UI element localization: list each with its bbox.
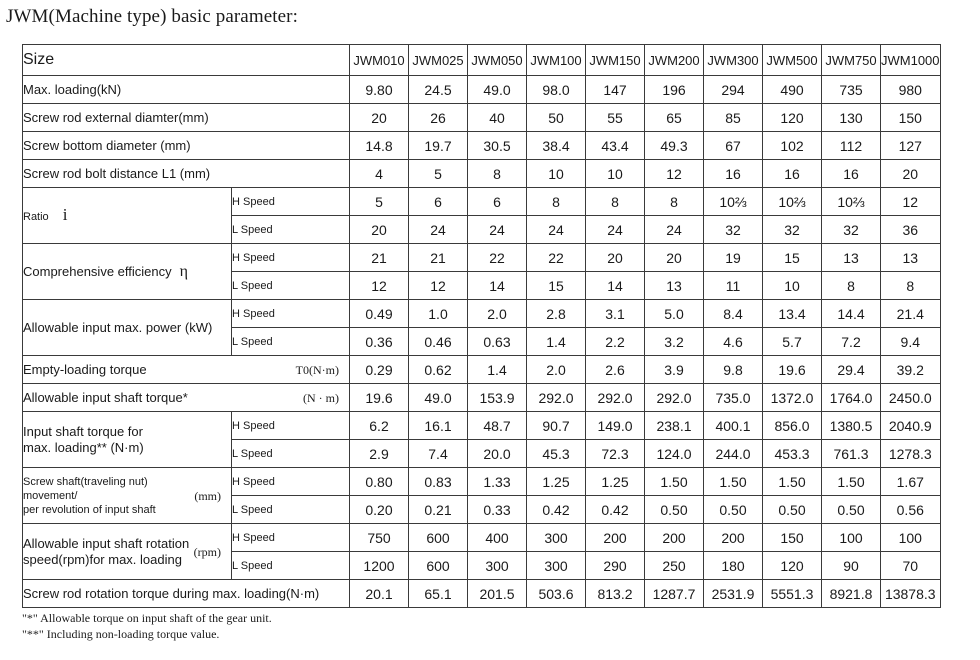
- row-label: Max. loading(kN): [23, 76, 350, 104]
- value-cell: 70: [881, 552, 941, 580]
- row-label-line2: per revolution of input shaft: [23, 503, 156, 516]
- value-cell: 90.7: [527, 412, 586, 440]
- value-cell: 1.4: [468, 356, 527, 384]
- value-cell: 1372.0: [763, 384, 822, 412]
- value-cell: 750: [350, 524, 409, 552]
- value-cell: 49.0: [409, 384, 468, 412]
- value-cell: 102: [763, 132, 822, 160]
- value-cell: 50: [527, 104, 586, 132]
- row-ratio-h: [23, 188, 941, 216]
- value-cell: 26: [409, 104, 468, 132]
- value-cell: 32: [704, 216, 763, 244]
- value-cell: 7.4: [409, 440, 468, 468]
- value-cell: 21: [350, 244, 409, 272]
- value-cell: 0.20: [350, 496, 409, 524]
- value-cell: 19: [704, 244, 763, 272]
- value-cell: 24: [586, 216, 645, 244]
- value-cell: 14.8: [350, 132, 409, 160]
- row-label-line1: Allowable input shaft rotation: [23, 535, 190, 551]
- value-cell: 600: [409, 552, 468, 580]
- row-label-line1: Screw shaft(traveling nut) movement/: [23, 475, 148, 502]
- value-cell: 19.6: [350, 384, 409, 412]
- value-cell: 5.7: [763, 328, 822, 356]
- row-empty-loading-torque: [23, 356, 941, 384]
- value-cell: 244.0: [704, 440, 763, 468]
- value-cell: 15: [763, 244, 822, 272]
- speed-h-label: H Speed: [232, 412, 350, 440]
- value-cell: 1.0: [409, 300, 468, 328]
- row-label-line1: Input shaft torque for: [23, 423, 143, 439]
- value-cell: 49.3: [645, 132, 704, 160]
- value-cell: 13.4: [763, 300, 822, 328]
- value-cell: 8: [586, 188, 645, 216]
- value-cell: 153.9: [468, 384, 527, 412]
- value-cell: 150: [881, 104, 941, 132]
- value-cell: 5.0: [645, 300, 704, 328]
- value-cell: 0.83: [409, 468, 468, 496]
- value-cell: 38.4: [527, 132, 586, 160]
- value-cell: 290: [586, 552, 645, 580]
- speed-h-label: H Speed: [232, 244, 350, 272]
- value-cell: 1.50: [704, 468, 763, 496]
- size-header: Size: [23, 45, 350, 76]
- model-header: JWM050: [468, 45, 527, 76]
- speed-l-label: L Speed: [232, 552, 350, 580]
- value-cell: 600: [409, 524, 468, 552]
- value-cell: 10⅔: [763, 188, 822, 216]
- value-cell: 1.50: [763, 468, 822, 496]
- value-cell: 1.25: [527, 468, 586, 496]
- value-cell: 24: [645, 216, 704, 244]
- value-cell: 6.2: [350, 412, 409, 440]
- value-cell: 24: [468, 216, 527, 244]
- value-cell: 124.0: [645, 440, 704, 468]
- value-cell: 55: [586, 104, 645, 132]
- value-cell: 1380.5: [822, 412, 881, 440]
- value-cell: 1764.0: [822, 384, 881, 412]
- value-cell: 250: [645, 552, 704, 580]
- value-cell: 1.67: [881, 468, 941, 496]
- value-cell: 1278.3: [881, 440, 941, 468]
- value-cell: 36: [881, 216, 941, 244]
- value-cell: 22: [468, 244, 527, 272]
- value-cell: 12: [645, 160, 704, 188]
- value-cell: 32: [763, 216, 822, 244]
- value-cell: 300: [468, 552, 527, 580]
- row-unit: (N · m): [303, 390, 339, 405]
- value-cell: 0.63: [468, 328, 527, 356]
- speed-l-label: L Speed: [232, 272, 350, 300]
- value-cell: 1.50: [822, 468, 881, 496]
- value-cell: 1287.7: [645, 580, 704, 608]
- value-cell: 32: [822, 216, 881, 244]
- value-cell: 30.5: [468, 132, 527, 160]
- value-cell: 45.3: [527, 440, 586, 468]
- model-header: JWM500: [763, 45, 822, 76]
- ratio-symbol: i: [62, 204, 68, 224]
- value-cell: 8921.8: [822, 580, 881, 608]
- value-cell: 9.80: [350, 76, 409, 104]
- value-cell: 12: [409, 272, 468, 300]
- header-row: [23, 45, 941, 76]
- value-cell: 735.0: [704, 384, 763, 412]
- value-cell: 22: [527, 244, 586, 272]
- row-label-text: Allowable input shaft torque*: [23, 389, 188, 405]
- value-cell: 120: [763, 104, 822, 132]
- value-cell: 292.0: [645, 384, 704, 412]
- value-cell: 9.8: [704, 356, 763, 384]
- row-input-power-h: [23, 300, 941, 328]
- value-cell: 10: [763, 272, 822, 300]
- value-cell: 300: [527, 552, 586, 580]
- value-cell: 300: [527, 524, 586, 552]
- value-cell: 292.0: [586, 384, 645, 412]
- value-cell: 0.56: [881, 496, 941, 524]
- value-cell: 0.42: [527, 496, 586, 524]
- value-cell: 294: [704, 76, 763, 104]
- row-unit: T0(N·m): [295, 362, 339, 377]
- row-screw-movement-h: [23, 468, 941, 496]
- value-cell: 150: [763, 524, 822, 552]
- value-cell: 200: [586, 524, 645, 552]
- value-cell: 4: [350, 160, 409, 188]
- row-label: [23, 244, 232, 300]
- value-cell: 10: [527, 160, 586, 188]
- value-cell: 149.0: [586, 412, 645, 440]
- row-label: Screw rod external diamter(mm): [23, 104, 350, 132]
- value-cell: 1200: [350, 552, 409, 580]
- value-cell: 0.50: [645, 496, 704, 524]
- value-cell: 9.4: [881, 328, 941, 356]
- value-cell: 2.6: [586, 356, 645, 384]
- value-cell: 13878.3: [881, 580, 941, 608]
- value-cell: 13: [822, 244, 881, 272]
- value-cell: 196: [645, 76, 704, 104]
- row-label-line2: speed(rpm)for max. loading: [23, 551, 182, 567]
- value-cell: 16: [763, 160, 822, 188]
- value-cell: 20: [586, 244, 645, 272]
- value-cell: 0.49: [350, 300, 409, 328]
- row-label: [23, 356, 350, 384]
- model-header: JWM750: [822, 45, 881, 76]
- value-cell: 2.0: [527, 356, 586, 384]
- row-torque-max-loading-h: [23, 412, 941, 440]
- row-label-text: Empty-loading torque: [23, 361, 147, 377]
- row-rotation-torque: [23, 580, 941, 608]
- value-cell: 200: [704, 524, 763, 552]
- eta-symbol: η: [179, 262, 188, 280]
- value-cell: 3.1: [586, 300, 645, 328]
- value-cell: 90: [822, 552, 881, 580]
- row-label-text: Comprehensive efficiency: [23, 263, 172, 279]
- value-cell: 2531.9: [704, 580, 763, 608]
- value-cell: 1.4: [527, 328, 586, 356]
- speed-l-label: L Speed: [232, 440, 350, 468]
- value-cell: 24: [527, 216, 586, 244]
- value-cell: 5: [409, 160, 468, 188]
- value-cell: 8.4: [704, 300, 763, 328]
- speed-h-label: H Speed: [232, 468, 350, 496]
- value-cell: 127: [881, 132, 941, 160]
- value-cell: 980: [881, 76, 941, 104]
- value-cell: 100: [822, 524, 881, 552]
- row-max-loading: [23, 76, 941, 104]
- value-cell: 130: [822, 104, 881, 132]
- row-input-shaft-torque: [23, 384, 941, 412]
- value-cell: 0.42: [586, 496, 645, 524]
- value-cell: 21.4: [881, 300, 941, 328]
- value-cell: 400.1: [704, 412, 763, 440]
- value-cell: 503.6: [527, 580, 586, 608]
- value-cell: 24.5: [409, 76, 468, 104]
- value-cell: 3.2: [645, 328, 704, 356]
- value-cell: 14: [586, 272, 645, 300]
- value-cell: 16: [822, 160, 881, 188]
- value-cell: 20.0: [468, 440, 527, 468]
- value-cell: 8: [468, 160, 527, 188]
- value-cell: 14.4: [822, 300, 881, 328]
- row-label: Screw bottom diameter (mm): [23, 132, 350, 160]
- value-cell: 180: [704, 552, 763, 580]
- value-cell: 120: [763, 552, 822, 580]
- value-cell: 0.80: [350, 468, 409, 496]
- row-label-text: Allowable input max. power (kW): [23, 319, 213, 335]
- value-cell: 67: [704, 132, 763, 160]
- row-label: [23, 468, 232, 524]
- value-cell: 43.4: [586, 132, 645, 160]
- value-cell: 1.25: [586, 468, 645, 496]
- value-cell: 0.29: [350, 356, 409, 384]
- value-cell: 0.33: [468, 496, 527, 524]
- value-cell: 19.6: [763, 356, 822, 384]
- value-cell: 856.0: [763, 412, 822, 440]
- row-screw-external-diameter: [23, 104, 941, 132]
- value-cell: 11: [704, 272, 763, 300]
- value-cell: 6: [409, 188, 468, 216]
- value-cell: 12: [350, 272, 409, 300]
- row-rotation-speed-h: [23, 524, 941, 552]
- model-header: JWM010: [350, 45, 409, 76]
- value-cell: 16.1: [409, 412, 468, 440]
- value-cell: 238.1: [645, 412, 704, 440]
- model-header: JWM025: [409, 45, 468, 76]
- value-cell: 65: [645, 104, 704, 132]
- value-cell: 200: [645, 524, 704, 552]
- value-cell: 20: [645, 244, 704, 272]
- value-cell: 0.62: [409, 356, 468, 384]
- value-cell: 48.7: [468, 412, 527, 440]
- value-cell: 16: [704, 160, 763, 188]
- row-screw-bottom-diameter: [23, 132, 941, 160]
- model-header: JWM150: [586, 45, 645, 76]
- value-cell: 8: [822, 272, 881, 300]
- value-cell: 400: [468, 524, 527, 552]
- value-cell: 2.2: [586, 328, 645, 356]
- value-cell: 4.6: [704, 328, 763, 356]
- model-header: JWM300: [704, 45, 763, 76]
- value-cell: 8: [645, 188, 704, 216]
- row-efficiency-h: [23, 244, 941, 272]
- row-label: [23, 412, 232, 468]
- value-cell: 5551.3: [763, 580, 822, 608]
- value-cell: 147: [586, 76, 645, 104]
- value-cell: 735: [822, 76, 881, 104]
- row-label: [23, 300, 232, 356]
- row-label: Screw rod rotation torque during max. loading(N·m): [23, 580, 350, 608]
- value-cell: 10: [586, 160, 645, 188]
- value-cell: 39.2: [881, 356, 941, 384]
- parameter-table: [22, 44, 941, 608]
- value-cell: 65.1: [409, 580, 468, 608]
- value-cell: 6: [468, 188, 527, 216]
- value-cell: 490: [763, 76, 822, 104]
- value-cell: 0.50: [822, 496, 881, 524]
- value-cell: 0.21: [409, 496, 468, 524]
- row-unit: (rpm): [193, 544, 221, 559]
- value-cell: 12: [881, 188, 941, 216]
- value-cell: 0.50: [763, 496, 822, 524]
- row-label: Screw rod bolt distance L1 (mm): [23, 160, 350, 188]
- value-cell: 761.3: [822, 440, 881, 468]
- value-cell: 0.50: [704, 496, 763, 524]
- row-label-line2: max. loading** (N·m): [23, 439, 144, 455]
- value-cell: 20: [350, 104, 409, 132]
- value-cell: 3.9: [645, 356, 704, 384]
- footnote-single-star: "*" Allowable torque on input shaft of the gear unit.: [22, 611, 272, 625]
- row-label: [23, 524, 232, 580]
- model-header: JWM100: [527, 45, 586, 76]
- value-cell: 100: [881, 524, 941, 552]
- speed-h-label: H Speed: [232, 188, 350, 216]
- value-cell: 40: [468, 104, 527, 132]
- row-bolt-distance: [23, 160, 941, 188]
- value-cell: 15: [527, 272, 586, 300]
- footnote-double-star: "**" Including non-loading torque value.: [22, 627, 220, 641]
- row-label: [23, 384, 350, 412]
- value-cell: 10⅔: [704, 188, 763, 216]
- value-cell: 1.50: [645, 468, 704, 496]
- value-cell: 13: [881, 244, 941, 272]
- value-cell: 7.2: [822, 328, 881, 356]
- value-cell: 72.3: [586, 440, 645, 468]
- value-cell: 0.36: [350, 328, 409, 356]
- value-cell: 19.7: [409, 132, 468, 160]
- value-cell: 2.8: [527, 300, 586, 328]
- value-cell: 20: [350, 216, 409, 244]
- value-cell: 2040.9: [881, 412, 941, 440]
- value-cell: 13: [645, 272, 704, 300]
- value-cell: 2.9: [350, 440, 409, 468]
- speed-l-label: L Speed: [232, 216, 350, 244]
- speed-l-label: L Speed: [232, 496, 350, 524]
- value-cell: 1.33: [468, 468, 527, 496]
- value-cell: 813.2: [586, 580, 645, 608]
- value-cell: 453.3: [763, 440, 822, 468]
- value-cell: 292.0: [527, 384, 586, 412]
- value-cell: 2450.0: [881, 384, 941, 412]
- value-cell: 201.5: [468, 580, 527, 608]
- value-cell: 8: [881, 272, 941, 300]
- value-cell: 20: [881, 160, 941, 188]
- model-header: JWM1000: [881, 45, 941, 76]
- value-cell: 98.0: [527, 76, 586, 104]
- speed-l-label: L Speed: [232, 328, 350, 356]
- row-unit: (mm): [194, 488, 221, 503]
- value-cell: 21: [409, 244, 468, 272]
- row-label: [23, 188, 232, 244]
- value-cell: 20.1: [350, 580, 409, 608]
- value-cell: 10⅔: [822, 188, 881, 216]
- page-title: JWM(Machine type) basic parameter:: [6, 6, 298, 27]
- row-label-text: Ratio: [23, 210, 49, 223]
- value-cell: 49.0: [468, 76, 527, 104]
- value-cell: 112: [822, 132, 881, 160]
- value-cell: 24: [409, 216, 468, 244]
- value-cell: 8: [527, 188, 586, 216]
- model-header: JWM200: [645, 45, 704, 76]
- value-cell: 0.46: [409, 328, 468, 356]
- value-cell: 85: [704, 104, 763, 132]
- value-cell: 14: [468, 272, 527, 300]
- speed-h-label: H Speed: [232, 300, 350, 328]
- value-cell: 2.0: [468, 300, 527, 328]
- speed-h-label: H Speed: [232, 524, 350, 552]
- value-cell: 5: [350, 188, 409, 216]
- value-cell: 29.4: [822, 356, 881, 384]
